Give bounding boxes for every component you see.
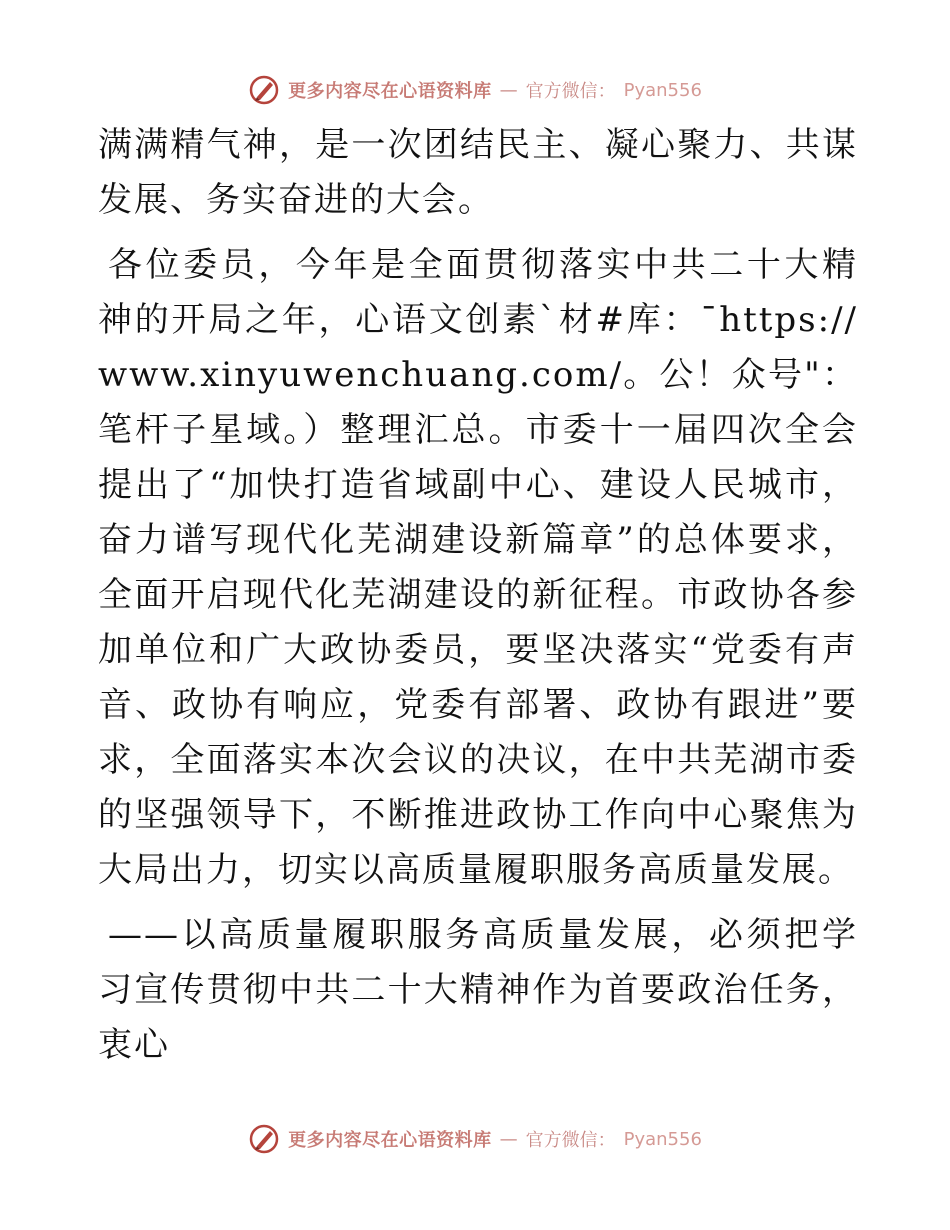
paragraph-main: 各位委员，今年是全面贯彻落实中共二十大精神的开局之年，心语文创素`材#库：¯https://www.xinyuwenchuang.com/。公！众号"：笔杆子星域。）整理汇总。市委十一届四次全会提出了“加快打造省域副中心、建设人民城市，奋力谱写现代化芜湖建设新篇章”的总体要求，全面开启现代化芜湖建设的新征程。市政协各参加单位和广大政协委员，要坚决落实“党委有声音、政协有响应，党委有部署、政协有跟进”要求，全面落实本次会议的决议，在中共芜湖市委的坚强领导下，不断推进政协工作向中心聚焦为大局出力，切实以高质量履职服务高质量发展。 [98, 245, 858, 890]
watermark-label: 官方微信： [525, 81, 616, 102]
footer-watermark [0, 1123, 950, 1155]
watermark-wechat-id: Pyan556 [623, 1128, 702, 1150]
pen-logo-icon [248, 1123, 280, 1155]
watermark-label: 官方微信： [525, 1130, 616, 1151]
pen-logo-icon [248, 74, 280, 106]
watermark-brand: 更多内容尽在心语资料库 [288, 81, 492, 102]
document-body [98, 118, 858, 1073]
paragraph-next: ——以高质量履职服务高质量发展，必须把学习宣传贯彻中共二十大精神作为首要政治任务，衷心 [98, 915, 858, 1065]
header-watermark [0, 74, 950, 106]
watermark-separator: — [499, 79, 518, 101]
watermark-separator: — [499, 1128, 518, 1150]
watermark-brand: 更多内容尽在心语资料库 [288, 1130, 492, 1151]
watermark-wechat-id: Pyan556 [623, 79, 702, 101]
paragraph-continuation: 满满精气神，是一次团结民主、凝心聚力、共谋发展、务实奋进的大会。 [98, 125, 858, 220]
